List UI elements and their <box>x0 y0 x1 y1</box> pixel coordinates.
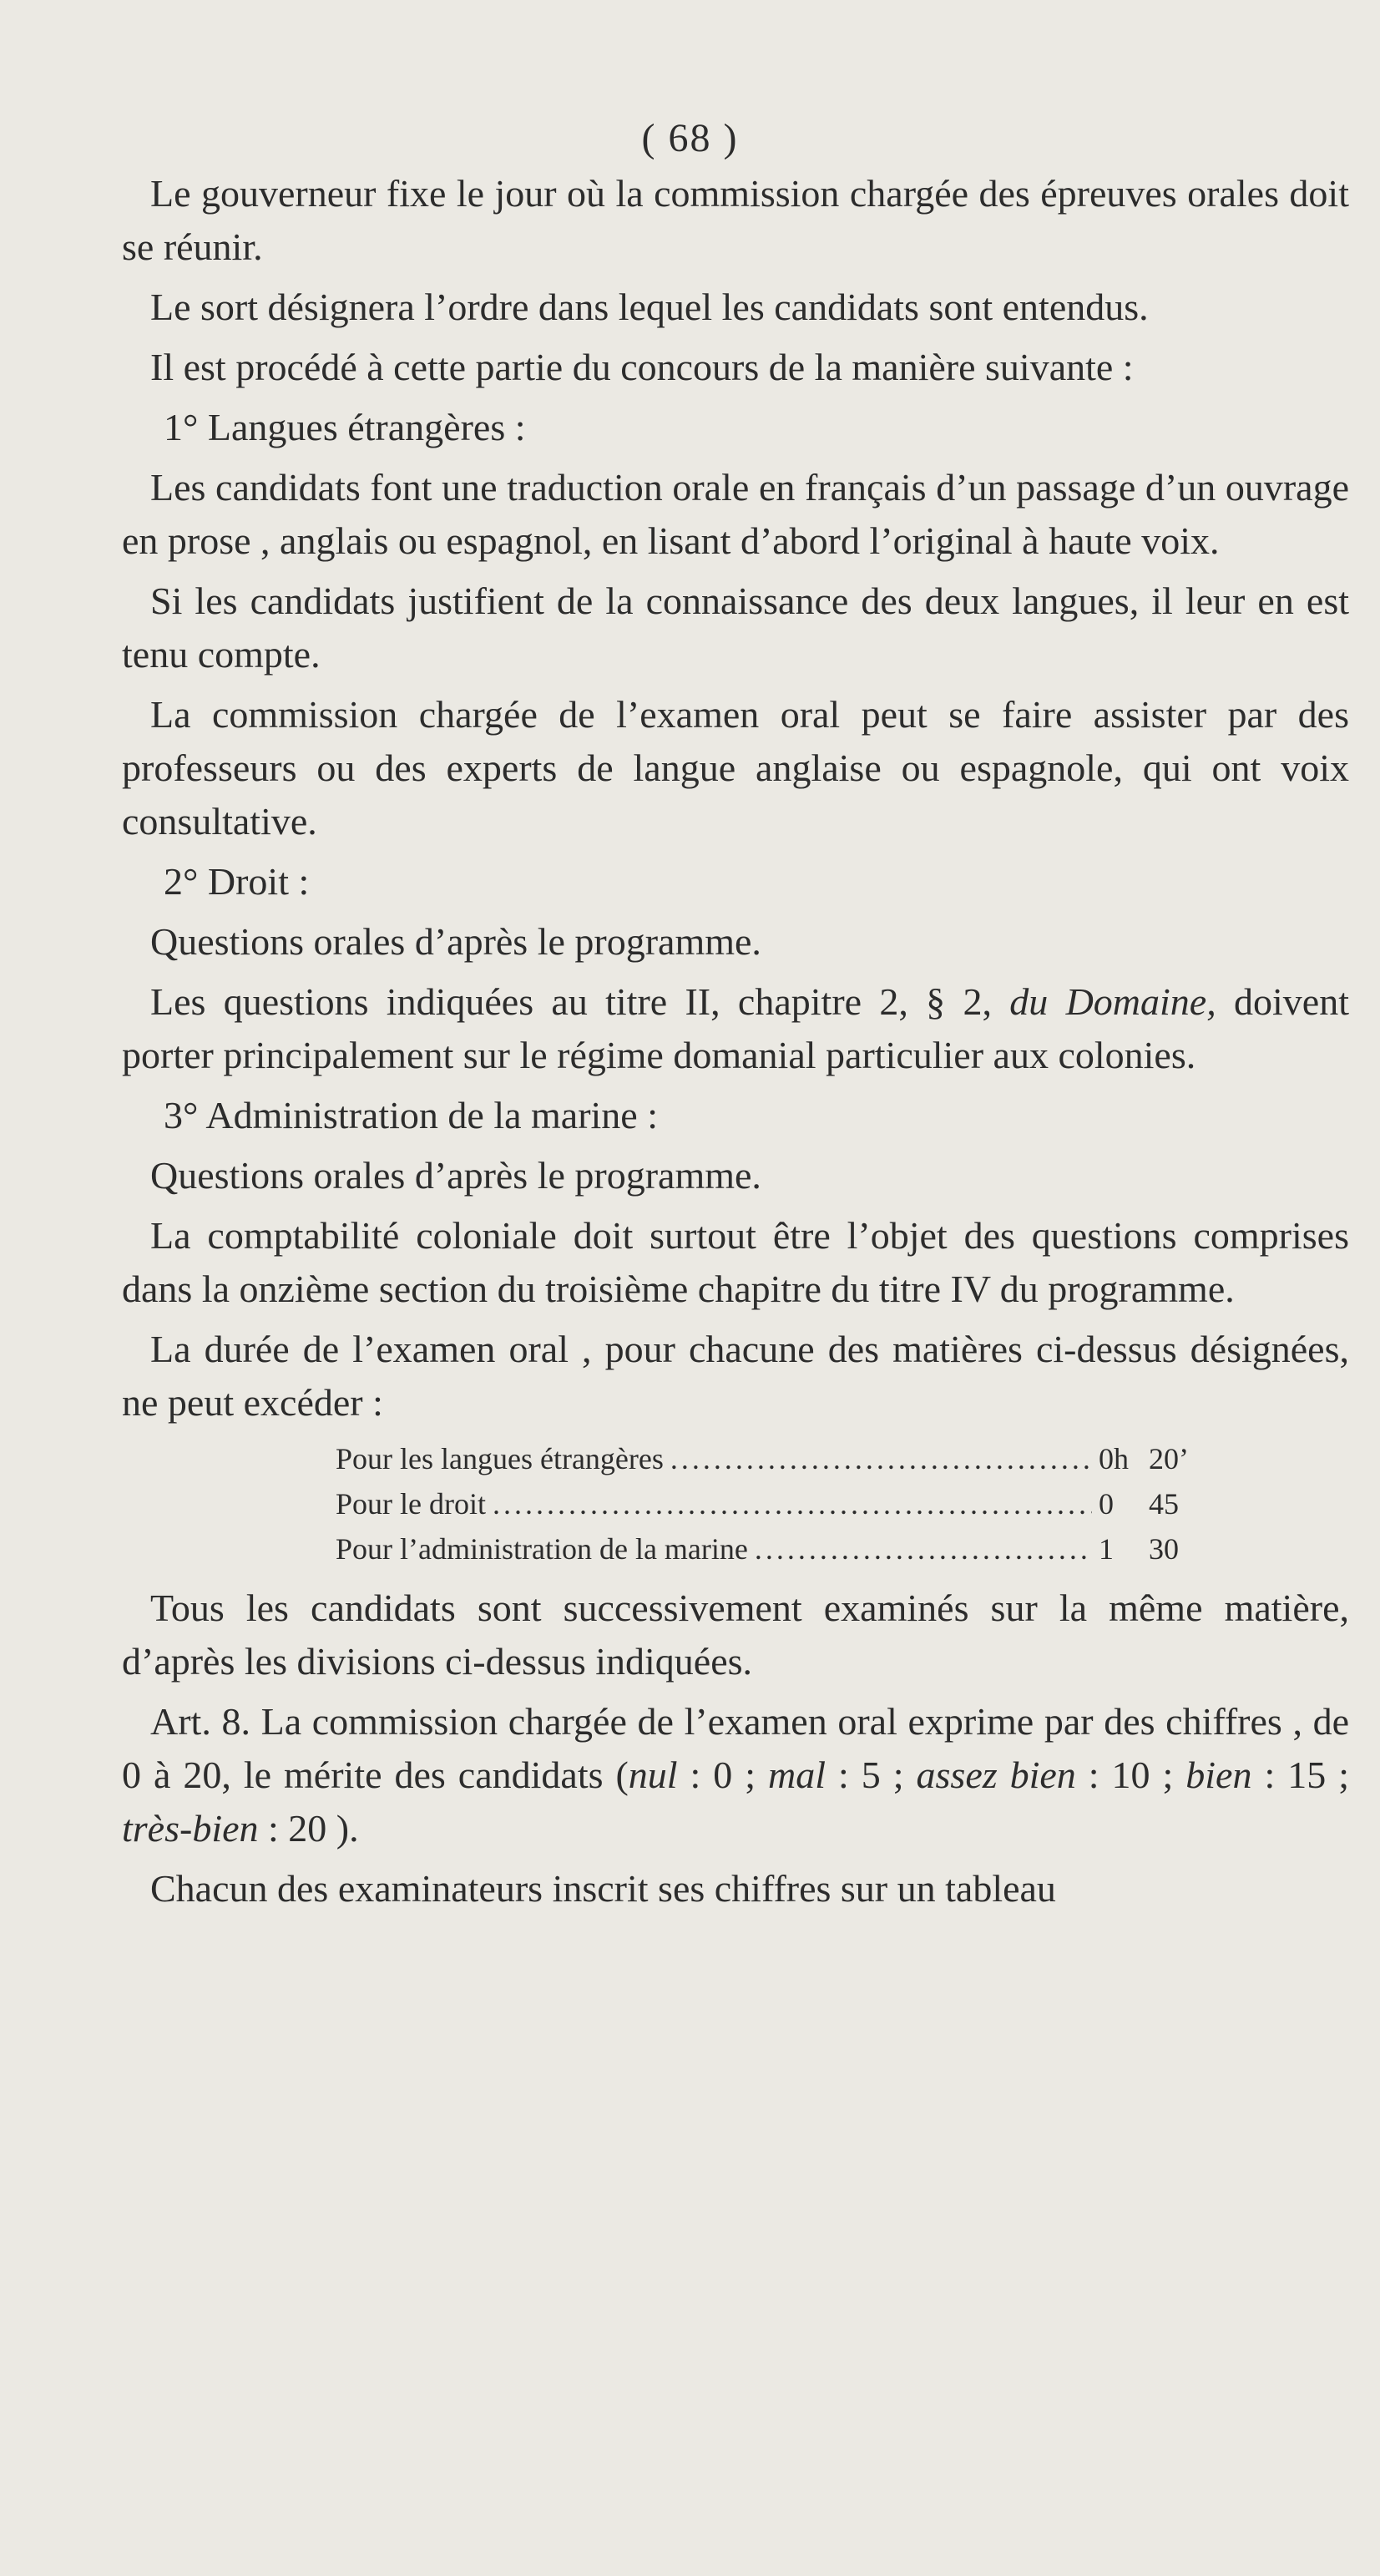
text-span: Art. 8. La commission chargée de l’examen oral exprime par des chiffres , de 0 à 20, le mérite des candidats ( <box>122 1700 1349 1796</box>
duration-hours: 1 <box>1099 1532 1114 1566</box>
duration-table <box>122 1436 1349 1571</box>
leader-dots <box>670 1436 1092 1481</box>
paragraph: La comptabilité coloniale doit surtout être l’objet des questions comprises dans la onzième section du troisième chapitre du titre IV du programme. <box>122 1214 1349 1310</box>
italic-span: nul <box>628 1754 678 1796</box>
duration-minutes: 20’ <box>1149 1442 1189 1475</box>
section-heading-langues: 1° Langues étrangères : <box>164 406 526 448</box>
paragraph: Le gouverneur fixe le jour où la commission chargée des épreuves orales doit se réunir. <box>122 172 1349 268</box>
paragraph: Questions orales d’après le programme. <box>150 920 761 963</box>
duration-row <box>336 1436 1199 1481</box>
article-8 <box>122 1695 1349 1855</box>
paragraph: Les candidats font une traduction orale en français d’un passage d’un ouvrage en prose , anglais ou espagnol, en lisant d’abord l’original à haute voix. <box>122 466 1349 562</box>
paragraph: Chacun des examinateurs inscrit ses chiffres sur un tableau <box>150 1867 1056 1910</box>
paragraph: La durée de l’examen oral , pour chacune des matières ci-dessus désignées, ne peut excéder : <box>122 1328 1349 1424</box>
duration-label: Pour les langues étrangères <box>336 1442 664 1475</box>
italic-span: du Domaine, <box>1009 980 1216 1023</box>
duration-minutes: 30 <box>1149 1532 1179 1566</box>
paragraph-droit <box>122 975 1349 1082</box>
duration-row <box>336 1526 1199 1571</box>
leader-dots <box>493 1481 1092 1526</box>
text-span: : 0 ; <box>677 1754 769 1796</box>
italic-span: mal <box>768 1754 826 1796</box>
italic-span: très-bien <box>122 1807 259 1850</box>
text-span: : 20 ). <box>258 1807 359 1850</box>
duration-label: Pour l’administration de la marine <box>336 1532 748 1566</box>
text-span: : 15 ; <box>1251 1754 1349 1796</box>
paragraph: Le sort désignera l’ordre dans lequel les candidats sont entendus. <box>150 286 1149 328</box>
section-heading-administration: 3° Administration de la marine : <box>164 1094 659 1136</box>
text-span: Les questions indiquées au titre II, chapitre 2, § 2, <box>150 980 1010 1023</box>
duration-hours: 0 <box>1099 1487 1114 1521</box>
paragraph: La commission chargée de l’examen oral peut se faire assister par des professeurs ou des experts de langue anglaise ou espagnole, qui ont voix consultative. <box>122 693 1349 843</box>
page-number: ( 68 ) <box>641 116 739 160</box>
section-heading-droit: 2° Droit : <box>164 860 310 903</box>
duration-minutes: 45 <box>1149 1487 1179 1521</box>
body-text <box>122 167 1349 1922</box>
paragraph: Questions orales d’après le programme. <box>150 1154 761 1197</box>
italic-span: assez bien <box>916 1754 1076 1796</box>
duration-row <box>336 1481 1199 1526</box>
paragraph: Si les candidats justifient de la connaissance des deux langues, il leur en est tenu compte. <box>122 579 1349 676</box>
text-span: : 5 ; <box>826 1754 917 1796</box>
text-span: doivent porter principalement sur le régime domanial particulier aux colonies. <box>122 980 1349 1076</box>
text-span: : 10 ; <box>1075 1754 1186 1796</box>
duration-label: Pour le droit <box>336 1487 486 1521</box>
paragraph: Tous les candidats sont successivement examinés sur la même matière, d’après les divisions ci-dessus indiquées. <box>122 1587 1349 1683</box>
paragraph: Il est procédé à cette partie du concours de la manière suivante : <box>150 346 1134 388</box>
duration-hours: 0h <box>1099 1442 1129 1475</box>
leader-dots <box>755 1526 1092 1571</box>
italic-span: bien <box>1185 1754 1252 1796</box>
